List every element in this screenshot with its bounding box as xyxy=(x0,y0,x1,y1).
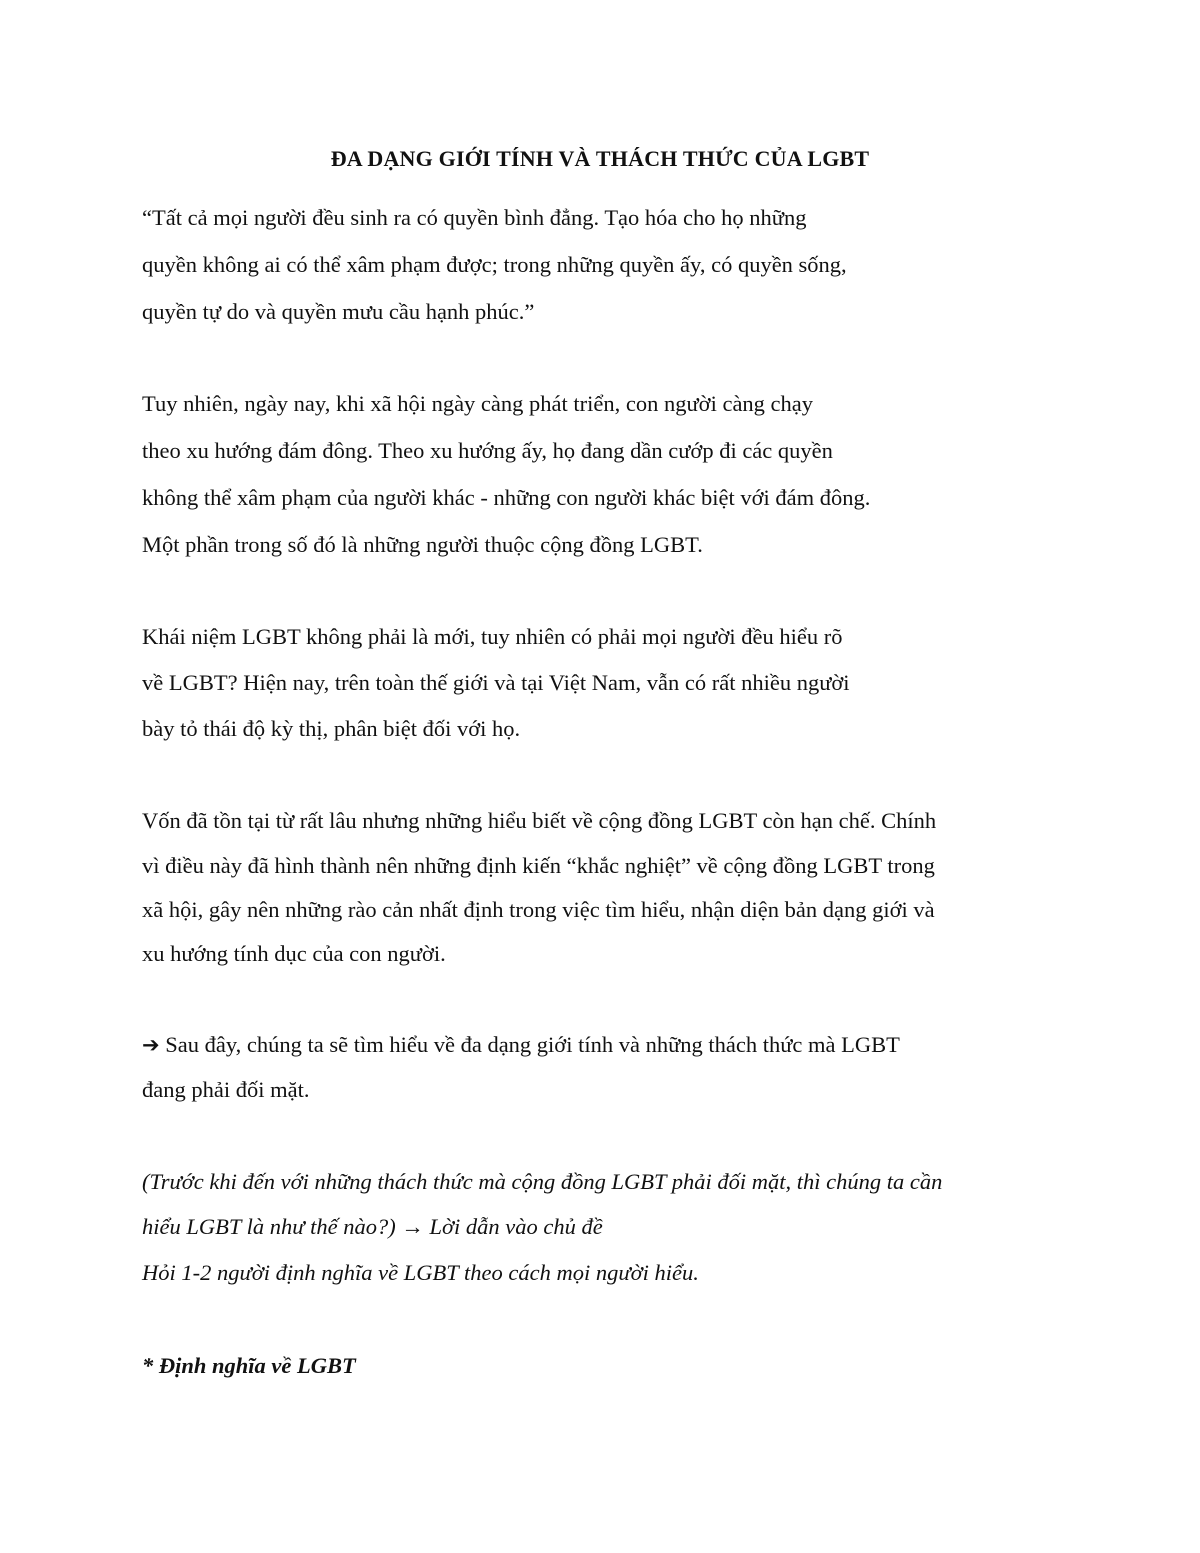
arrow-right-icon: ➔ xyxy=(142,1033,160,1057)
paragraph-3-line-1: Vốn đã tồn tại từ rất lâu nhưng những hiểu biết về cộng đồng LGBT còn hạn chế. Chính xyxy=(142,808,937,833)
note-line-3: Hỏi 1-2 người định nghĩa về LGBT theo cách mọi người hiểu. xyxy=(142,1260,699,1285)
paragraph-3-line-2: vì điều này đã hình thành nên những định kiến “khắc nghiệt” về cộng đồng LGBT trong xyxy=(142,853,935,878)
paragraph-1-line-2: theo xu hướng đám đông. Theo xu hướng ấy, họ đang dần cướp đi các quyền xyxy=(142,438,833,463)
paragraph-2-line-2: về LGBT? Hiện nay, trên toàn thế giới và tại Việt Nam, vẫn có rất nhiều người xyxy=(142,670,850,695)
transition-line-1 xyxy=(142,1030,900,1060)
paragraph-2-line-3: bày tỏ thái độ kỳ thị, phân biệt đối với họ. xyxy=(142,716,521,741)
paragraph-1-line-3: không thể xâm phạm của người khác - những con người khác biệt với đám đông. xyxy=(142,485,871,510)
paragraph-2-line-1: Khái niệm LGBT không phải là mới, tuy nhiên có phải mọi người đều hiểu rõ xyxy=(142,624,843,649)
note-line-1: (Trước khi đến với những thách thức mà cộng đồng LGBT phải đối mặt, thì chúng ta cần xyxy=(142,1169,943,1194)
transition-text: Sau đây, chúng ta sẽ tìm hiểu về đa dạng giới tính và những thách thức mà LGBT xyxy=(159,1032,900,1057)
paragraph-1-line-4: Một phần trong số đó là những người thuộc cộng đồng LGBT. xyxy=(142,532,703,557)
transition-line-2: đang phải đối mặt. xyxy=(142,1077,310,1102)
quote-line-3: quyền tự do và quyền mưu cầu hạnh phúc.” xyxy=(142,299,535,324)
document-title: ĐA DẠNG GIỚI TÍNH VÀ THÁCH THỨC CỦA LGBT xyxy=(330,146,870,171)
quote-line-2: quyền không ai có thể xâm phạm được; trong những quyền ấy, có quyền sống, xyxy=(142,252,847,277)
paragraph-3-line-4: xu hướng tính dục của con người. xyxy=(142,941,446,966)
paragraph-1-line-1: Tuy nhiên, ngày nay, khi xã hội ngày càng phát triển, con người càng chạy xyxy=(142,391,814,416)
note-line-2: hiểu LGBT là như thế nào?) → Lời dẫn vào chủ đề xyxy=(142,1214,603,1239)
paragraph-3-line-3: xã hội, gây nên những rào cản nhất định trong việc tìm hiểu, nhận diện bản dạng giới và xyxy=(142,897,935,922)
section-heading: * Định nghĩa về LGBT xyxy=(142,1353,356,1378)
quote-line-1: “Tất cả mọi người đều sinh ra có quyền bình đẳng. Tạo hóa cho họ những xyxy=(142,205,807,230)
